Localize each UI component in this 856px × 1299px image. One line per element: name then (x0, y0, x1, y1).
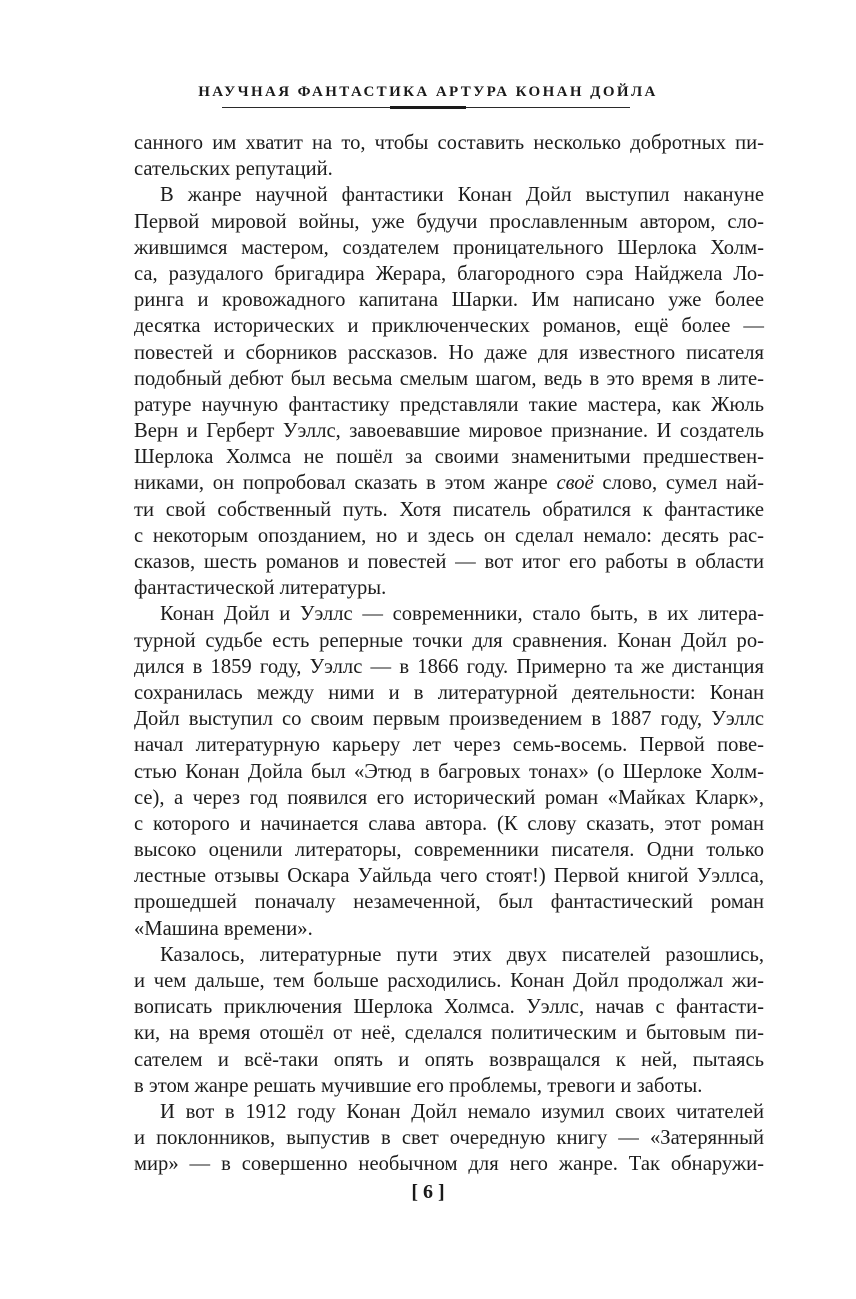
text-line: с которого и начинается слава автора. (К слову сказать, этот роман (134, 812, 764, 835)
text-line: турной судьбе есть реперные точки для сравнения. Конан Дойл ро- (134, 629, 764, 652)
text-run: никами, он попробовал сказать в этом жанре (134, 472, 557, 495)
text-line: повестей и сборников рассказов. Но даже для известного писателя (134, 341, 764, 364)
text-line: фантастической литературы. (134, 577, 387, 600)
text-line: Конан Дойл и Уэллс — современники, стало быть, в их литера- (160, 603, 764, 626)
text-line: начал литературную карьеру лет через семь-восемь. Первой пове- (134, 734, 764, 757)
text-line: Первой мировой войны, уже будучи прославленным автором, сло- (134, 210, 764, 233)
text-line: стью Конан Дойла был «Этюд в багровых тонах» (о Шерлоке Холм- (134, 760, 764, 783)
emphasis-word: своё (556, 472, 594, 495)
text-run: слово, сумел най- (593, 472, 765, 495)
text-line: санного им хватит на то, чтобы составить несколько добротных пи- (134, 132, 764, 154)
text-line: жившимся мастером, создателем проницательного Шерлока Холм- (134, 236, 764, 259)
text-line: «Машина времени». (134, 917, 313, 940)
text-line: подобный дебют был весьма смелым шагом, ведь в это время в лите- (134, 367, 764, 390)
text-line: Казалось, литературные пути этих двух писателей разошлись, (160, 943, 764, 966)
text-line: Верн и Герберт Уэллс, завоевавшие мировое признание. И создатель (134, 420, 764, 443)
text-line: Дойл выступил со своим первым произведением в 1887 году, Уэллс (134, 708, 764, 731)
text-line: ринга и кровожадного капитана Шарки. Им написано уже более (134, 289, 764, 312)
text-line: И вот в 1912 году Конан Дойл немало изумил своих читателей (160, 1100, 764, 1123)
text-line: и поклонников, выпустив в свет очередную книгу — «Затерянный (134, 1127, 764, 1150)
body-text (134, 130, 764, 1178)
text-line: ратуре научную фантастику представляли такие мастера, как Жюль (134, 393, 764, 416)
text-line: са, разудалого бригадира Жерара, благородного сэра Найджела Ло- (134, 262, 764, 285)
text-line-with-emphasis (134, 470, 764, 496)
text-line: с некоторым опозданием, но и здесь он сделал немало: десять рас- (134, 524, 764, 547)
text-line: сохранилась между ними и в литературной деятельности: Конан (134, 681, 764, 704)
text-line: сказов, шесть романов и повестей — вот итог его работы в области (134, 551, 764, 573)
text-line: В жанре научной фантастики Конан Дойл выступил накануне (160, 184, 764, 207)
text-line: ти свой собственный путь. Хотя писатель обратился к фантастике (134, 498, 764, 521)
running-head: НАУЧНАЯ ФАНТАСТИКА АРТУРА КОНАН ДОЙЛА (198, 84, 658, 100)
text-line: лестные отзывы Оскара Уайльда чего стоят!) Первой книгой Уэллса, (134, 865, 764, 888)
text-line: сательских репутаций. (134, 158, 333, 181)
text-line: Шерлока Холмса не пошёл за своими знаменитыми предшествен- (134, 446, 764, 469)
text-line: се), а через год появился его исторический роман «Майках Кларк», (134, 786, 764, 809)
text-line: высоко оценили литераторы, современники писателя. Одни только (134, 839, 764, 862)
text-line: десятка исторических и приключенческих романов, ещё более — (134, 315, 764, 338)
page-number: [ 6 ] (411, 1181, 445, 1203)
text-line: дился в 1859 году, Уэллс — в 1866 году. Примерно та же дистанция (134, 655, 764, 678)
text-line: и чем дальше, тем больше расходились. Конан Дойл продолжал жи- (134, 970, 764, 992)
text-line: вописать приключения Шерлока Холмса. Уэллс, начав с фантасти- (134, 996, 764, 1019)
text-line: в этом жанре решать мучившие его проблемы, тревоги и заботы. (134, 1074, 703, 1097)
text-line: ки, на время отошёл от неё, сделался политическим и бытовым пи- (134, 1022, 764, 1045)
text-line: мир» — в совершенно необычном для него жанре. Так обнаружи- (134, 1153, 764, 1176)
text-line: прошедшей поначалу незамеченной, был фантастический роман (134, 891, 764, 914)
header-rule-ornament (390, 106, 466, 109)
text-line: сателем и всё-таки опять и опять возвращался к ней, пытаясь (134, 1048, 764, 1071)
